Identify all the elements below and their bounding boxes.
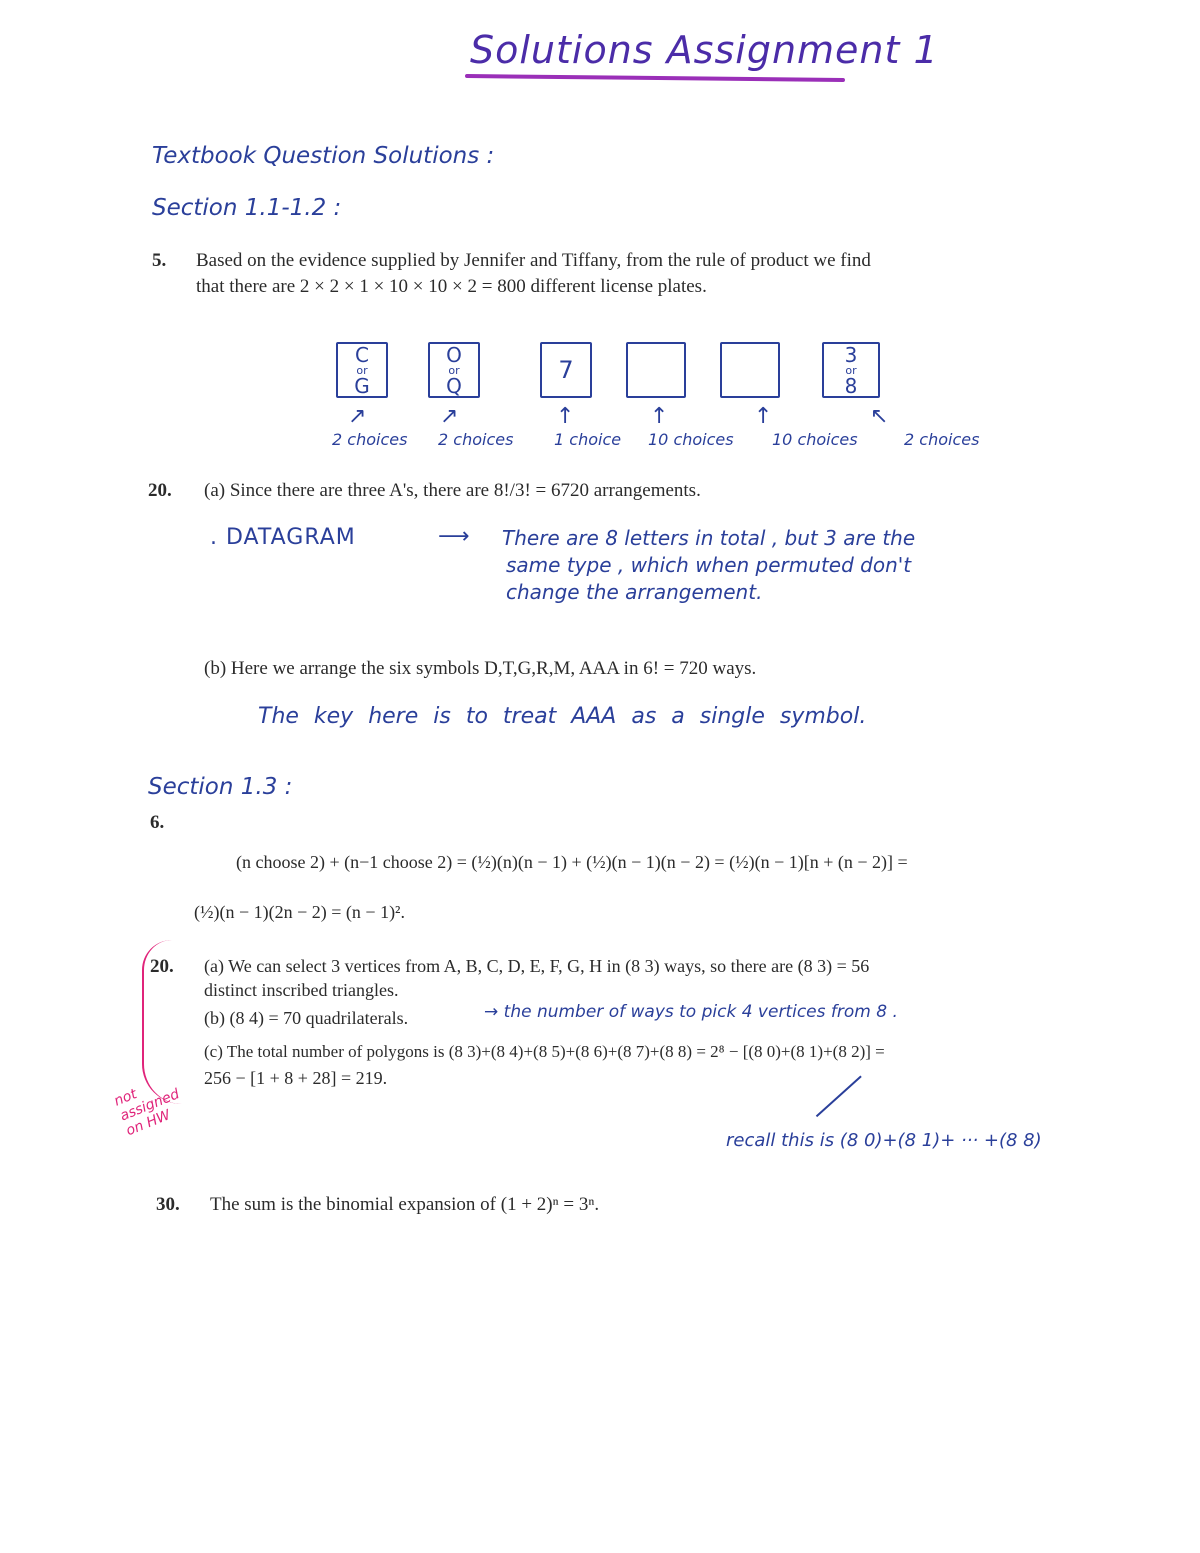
plate-box-6 xyxy=(822,342,880,398)
q20-number: 20. xyxy=(148,480,172,501)
plate-6-mid: or xyxy=(845,363,857,377)
plate-1-mid: or xyxy=(356,363,368,377)
q20s-number: 20. xyxy=(150,956,174,977)
plate-box-2 xyxy=(428,342,480,398)
plate-1-bot: G xyxy=(354,373,370,398)
section-header-1: Section 1.1-1.2 : xyxy=(152,195,342,221)
title-underline xyxy=(465,74,845,82)
plate-box-4 xyxy=(626,342,686,398)
q20s-a-line1: (a) We can select 3 vertices from A, B, C, D, E, F, G, H in (8 3) ways, so there are (8 3) = 56 xyxy=(204,956,870,976)
plate-box-1 xyxy=(336,342,388,398)
q5-line2: that there are 2 × 2 × 1 × 10 × 10 × 2 = 800 different license plates. xyxy=(196,276,707,297)
plate-caption-3: 1 choice xyxy=(554,430,622,449)
arrow-up-icon: ↑ xyxy=(754,404,773,429)
plate-6-top: 3 xyxy=(844,342,858,367)
plate-caption-5: 10 choices xyxy=(772,430,858,449)
q20a-note-line3: change the arrangement. xyxy=(506,580,763,604)
q20s-c-line1: (c) The total number of polygons is (8 3)+(8 4)+(8 5)+(8 6)+(8 7)+(8 8) = 2⁸ − [(8 0)+(8 1)+(8 2)] = xyxy=(204,1042,885,1061)
not-assigned-note: not assigned on HW xyxy=(111,1086,182,1140)
section-header-2: Section 1.3 : xyxy=(148,774,293,800)
q30-text: The sum is the binomial expansion of (1 + 2)ⁿ = 3ⁿ. xyxy=(210,1194,600,1215)
plate-caption-6: 2 choices xyxy=(904,430,980,449)
q20a-note-line2: same type , which when permuted don't xyxy=(506,553,912,577)
q20s-b: (b) (8 4) = 70 quadrilaterals. xyxy=(204,1008,409,1028)
plate-box-3 xyxy=(540,342,592,398)
plate-2-mid: or xyxy=(448,363,460,377)
q20a-text: (a) Since there are three A's, there are 8!/3! = 6720 arrangements. xyxy=(204,480,701,501)
q20b-text: (b) Here we arrange the six symbols D,T,G,R,M, AAA in 6! = 720 ways. xyxy=(204,658,757,679)
plate-caption-4: 10 choices xyxy=(648,430,734,449)
q6-number: 6. xyxy=(150,812,165,833)
recall-arrow xyxy=(816,1075,862,1117)
datagram-word: . DATAGRAM xyxy=(210,525,356,550)
plate-2-top: O xyxy=(446,342,462,367)
recall-note: recall this is (8 0)+(8 1)+ ··· +(8 8) xyxy=(726,1130,1042,1151)
q20b-note: The key here is to treat AAA as a single symbol. xyxy=(258,704,867,729)
plate-caption-1: 2 choices xyxy=(332,430,408,449)
page-title: Solutions Assignment 1 xyxy=(470,28,939,72)
arrow-up-icon: ↑ xyxy=(556,404,575,429)
plate-2-bot: Q xyxy=(446,373,462,398)
arrow-up-icon: ↗ xyxy=(440,404,459,429)
q20s-a-line2: distinct inscribed triangles. xyxy=(204,980,399,1000)
datagram-arrow: ⟶ xyxy=(438,524,470,549)
q20s-b-note: → the number of ways to pick 4 vertices from 8 . xyxy=(484,1002,898,1022)
plate-3-mid: 7 xyxy=(558,356,574,384)
q20s-c-line2: 256 − [1 + 8 + 28] = 219. xyxy=(204,1068,388,1088)
q6-line1: (n choose 2) + (n−1 choose 2) = (½)(n)(n − 1) + (½)(n − 1)(n − 2) = (½)(n − 1)[n + (n − 2)] = xyxy=(236,852,908,872)
plate-6-bot: 8 xyxy=(844,373,858,398)
q5-line1: Based on the evidence supplied by Jennifer and Tiffany, from the rule of product we find xyxy=(196,250,871,271)
plate-1-top: C xyxy=(355,342,369,367)
q30-number: 30. xyxy=(156,1194,180,1215)
textbook-header: Textbook Question Solutions : xyxy=(152,143,495,169)
q6-line2: (½)(n − 1)(2n − 2) = (n − 1)². xyxy=(194,902,405,922)
arrow-up-icon: ↗ xyxy=(348,404,367,429)
arrow-up-icon: ↖ xyxy=(870,404,889,429)
q20a-note-line1: There are 8 letters in total , but 3 are the xyxy=(502,526,916,550)
plate-box-5 xyxy=(720,342,780,398)
arrow-up-icon: ↑ xyxy=(650,404,669,429)
plate-caption-2: 2 choices xyxy=(438,430,514,449)
q5-number: 5. xyxy=(152,250,167,271)
